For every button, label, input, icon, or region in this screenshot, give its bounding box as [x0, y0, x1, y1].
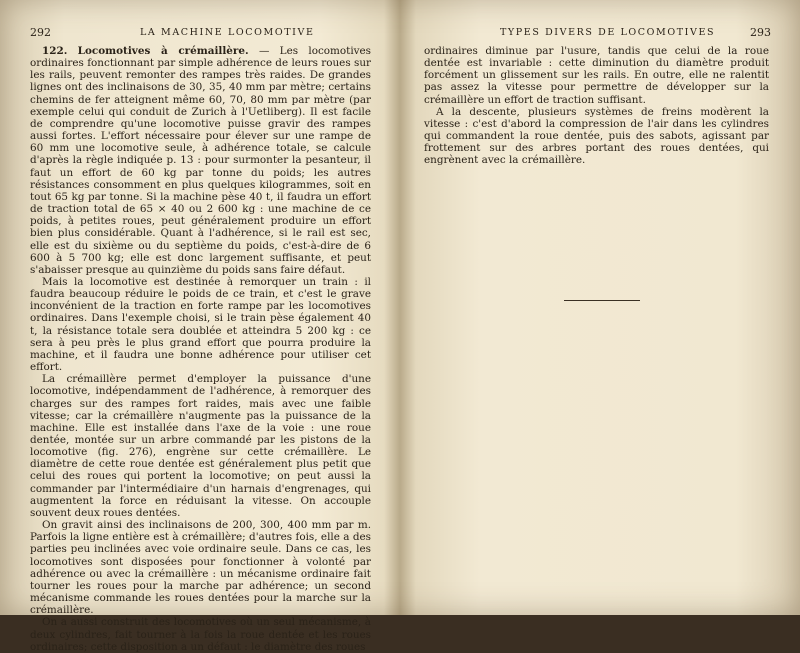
right-page — [400, 0, 800, 615]
paragraph: Mais la locomotive est destinée à remorquer un train : il faudra beaucoup réduire le poids de ce train, et c'est le grave inconvénient de la traction en forte rampe par les locomotives ordinaires. Dans l'exemple choisi, si le train pèse également 40 t, la résistance totale sera doublée et atteindra 5 200 kg : ce sera à peu près le plus grand effort que pourra produire la machine, et il faudra une bonne adhérence pour utiliser cet effort. — [30, 275, 371, 374]
section-title: Locomotives à crémaillère. — [77, 45, 249, 57]
page-number: 293 — [750, 26, 771, 39]
paragraph-text: — Les locomotives ordinaires fonctionnant par simple adhérence de leurs roues sur les rails, peuvent remonter des rampes très raides. De grandes lignes ont des inclinaisons de 30, 35, 40 mm par mètre; certains chemins de fer atteignent même 60, 70, 80 mm par mètre (par exemple celui qui conduit de Zurich à l'Uetliberg). Il est facile de comprendre qu'une locomotive puisse gravir des rampes aussi fortes. L'effort nécessaire pour élever sur une rampe de 60 mm une locomotive seule, à adhérence totale, se calcule d'après la règle indiquée p. 13 : pour surmonter la pesanteur, il faut un effort de 60 kg par tonne du poids; les autres résistances consomment en plus quelques kilogrammes, soit en tout 65 kg par tonne. Si la machine pèse 40 t, il faudra un effort de traction total de 65 × 40 ou 2 600 kg : une machine de ce poids, à petites roues, peut généralement produire un effort bien plus considérable. Quant à l'adhérence, si le rail est sec, elle est du sixième ou du septième du poids, c'est-à-dire de 6 600 à 5 700 kg; elle est donc largement suffisante, et peut s'abaisser presque au quinzième du poids sans faire défaut. — [30, 45, 371, 276]
page-number: 292 — [30, 26, 51, 39]
paragraph: On a aussi construit des locomotives où un seul mécanisme, à deux cylindres, fait tourner à la fois la roue dentée et les roues ordinaires; cette disposition a un défaut : le diamètre des roues — [30, 616, 371, 653]
paragraph: La crémaillère permet d'employer la puissance d'une locomotive, indépendamment de l'adhérence, à remorquer des charges sur des rampes fort raides, mais avec une faible vitesse; car la crémaillère n'augmente pas la puissance de la machine. Elle est installée dans l'axe de la voie : une roue dentée, montée sur un arbre commandé par les pistons de la locomotive (fig. 276), engrène sur cette crémaillère. Le diamètre de cette roue dentée est généralement plus petit que celui des roues qui portent la locomotive; on peut aussi la commander par l'intermédiaire d'un harnais d'engrenages, qui augmentent la force en réduisant la vitesse. On accouple souvent deux roues dentées. — [30, 373, 371, 519]
end-rule — [564, 300, 640, 301]
paragraph: ordinaires diminue par l'usure, tandis que celui de la roue dentée est invariable : cette diminution du diamètre produit forcément un glissement sur les rails. En outre, elle ne ralentit pas assez la vitesse pour permettre de développer sur la crémaillère un effort de traction suffisant. — [424, 45, 769, 106]
body-text — [30, 45, 371, 653]
section-number: 122. — [42, 45, 68, 57]
body-text — [424, 45, 769, 167]
paragraph: A la descente, plusieurs systèmes de freins modèrent la vitesse : c'est d'abord la compression de l'air dans les cylindres qui commandent la roue dentée, puis des sabots, agissant par frottement sur des arbres portant des roues dentées, qui engrènent avec la crémaillère. — [424, 105, 769, 167]
running-head: TYPES DIVERS DE LOCOMOTIVES — [500, 27, 716, 38]
paragraph — [30, 45, 371, 276]
running-head: LA MACHINE LOCOMOTIVE — [140, 27, 315, 38]
paragraph: On gravit ainsi des inclinaisons de 200, 300, 400 mm par m. Parfois la ligne entière est à crémaillère; d'autres fois, elle a des parties peu inclinées avec voie ordinaire seule. Dans ce cas, les locomotives sont disposées pour fonctionner à volonté par adhérence ou avec la crémaillère : un mécanisme ordinaire fait tourner les roues pour la marche par adhérence; un second mécanisme commande les roues dentées pour la marche sur la crémaillère. — [30, 519, 371, 617]
